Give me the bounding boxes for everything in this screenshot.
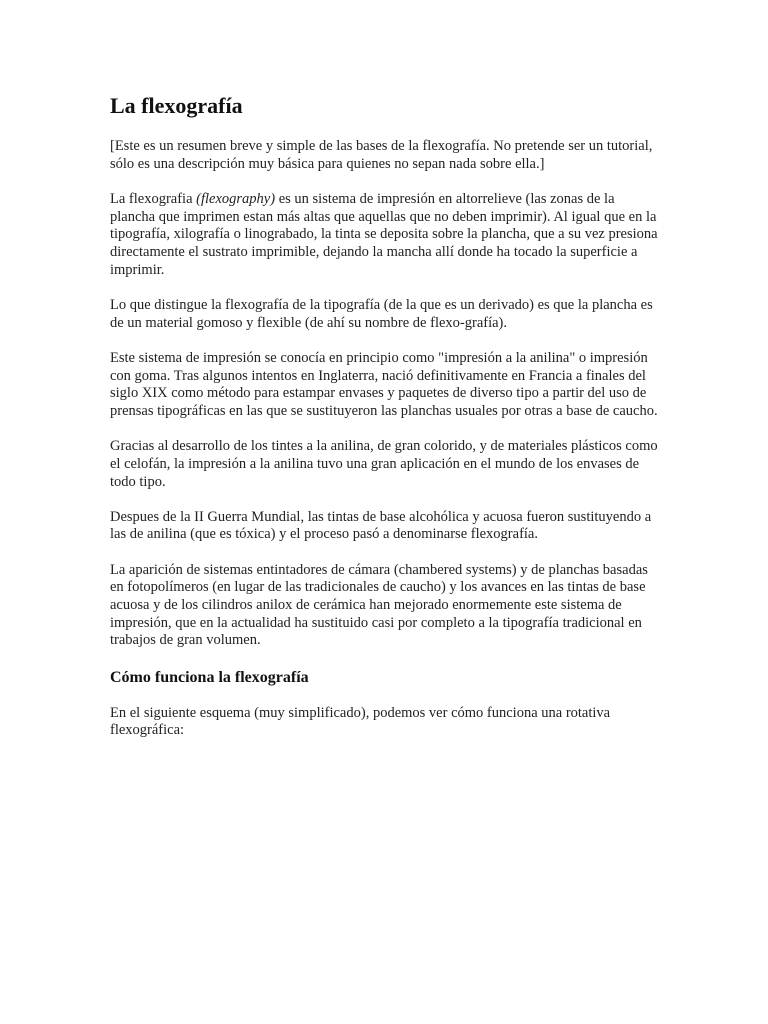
paragraph-definition-start: La flexografia — [110, 190, 197, 207]
paragraph-schema-intro: En el siguiente esquema (muy simplificado), podemos ver cómo funciona una rotativa flexográfica: — [110, 704, 611, 739]
paragraph-anilina: Gracias al desarrollo de los tintes a la anilina, de gran colorido, y de materiales plásticos como el celofán, la impresión a la anilina tuvo una gran aplicación en el mundo de los envases de todo tipo. — [110, 438, 658, 490]
paragraph-definition-italic-term: (flexography) — [196, 190, 276, 207]
paragraph-history: Este sistema de impresión se conocía en principio como "impresión a la anilina" o impresión con goma. Tras algunos intentos en Inglaterra, nació definitivamente en Francia a finales del siglo XIX como método para estampar envases y paquetes de diverso tipo a partir del uso de prensas tipográficas en las que se sustituyeron las planchas usuales por otras a base de caucho. — [110, 349, 658, 419]
document-body — [110, 92, 660, 758]
paragraph-definition — [110, 191, 660, 280]
intro-paragraph: [Este es un resumen breve y simple de las bases de la flexografía. No pretende ser un tutorial, sólo es una descripción muy básica para quienes no sepan nada sobre ella.] — [110, 138, 653, 172]
paragraph-distinction: Lo que distingue la flexografía de la tipografía (de la que es un derivado) es que la plancha es de un material gomoso y flexible (de ahí su nombre de flexo-grafía). — [110, 296, 653, 331]
section-heading: Cómo funciona la flexografía — [110, 668, 309, 686]
paragraph-postwar: Despues de la II Guerra Mundial, las tintas de base alcohólica y acuosa fueron sustituyendo a las de anilina (que es tóxica) y el proceso pasó a denominarse flexografía. — [110, 508, 652, 543]
paragraph-definition-rest: es un sistema de impresión en altorrelieve (las zonas de la plancha que imprimen estan más altas que aquellas que no deben imprimir). Al igual que en la tipografía, xilografía o linograbado, la tinta se deposita sobre la plancha, que a su vez presiona directamente el sustrato imprimible, dejando la mancha allí donde ha tocado la superficie a imprimir. — [110, 190, 658, 278]
paragraph-modern-advances: La aparición de sistemas entintadores de cámara (chambered systems) y de planchas basadas en fotopolímeros (en lugar de las tradicionales de caucho) y los avances en las tintas de base acuosa y de los cilindros anilox de cerámica han mejorado enormemente este sistema de impresión, que en la actualidad ha sustituido casi por completo a la tipografía tradicional en trabajos de gran volumen. — [110, 561, 648, 649]
document-title: La flexografía — [110, 93, 243, 118]
